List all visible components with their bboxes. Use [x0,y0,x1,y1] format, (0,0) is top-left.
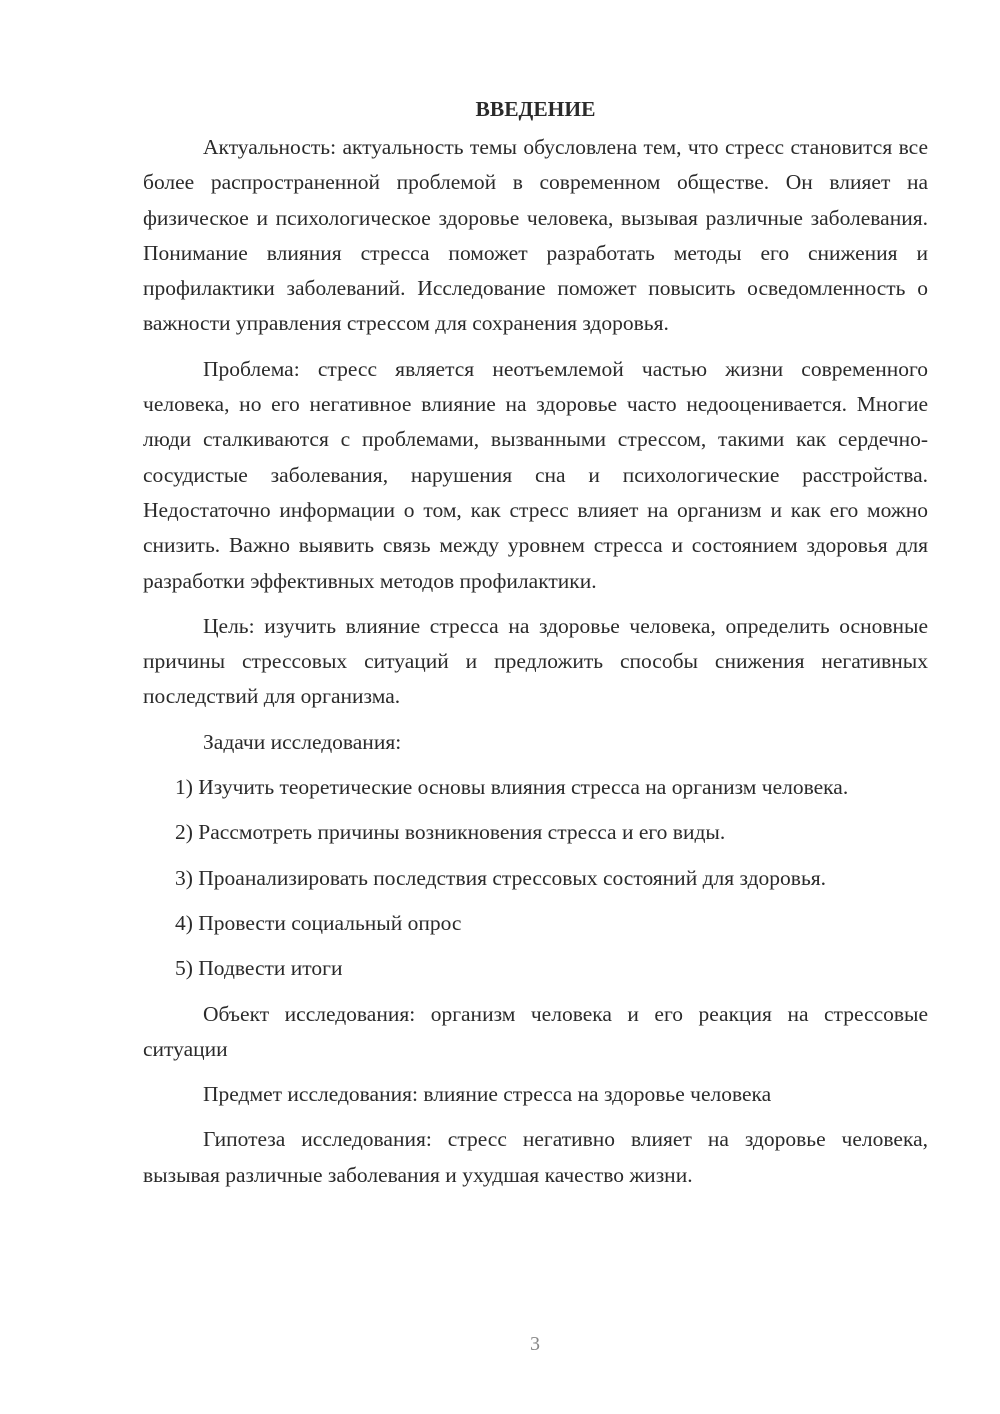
task-item-1: 1) Изучить теоретические основы влияния стресса на организм человека. [175,775,849,800]
document-body [143,92,928,1193]
task-item-5: 5) Подвести итоги [175,956,343,981]
tasks-list [143,770,928,986]
task-item-2: 2) Рассмотреть причины возникновения стресса и его виды. [175,820,726,845]
goal-paragraph: Цель: изучить влияние стресса на здоровье человека, определить основные причины стрессовых ситуаций и предложить способы снижения негативных последствий для организма. [143,613,928,709]
task-item-4: 4) Провести социальный опрос [175,910,462,935]
page-number: 3 [530,1333,540,1355]
section-title: ВВЕДЕНИЕ [475,97,596,121]
relevance-paragraph: Актуальность: актуальность темы обусловлена тем, что стресс становится все более распространенной проблемой в современном обществе. Он влияет на физическое и психологическое здоровье человека, вызывая различные заболевания. Понимание влияния стресса поможет разработать методы его снижения и профилактики заболеваний. Исследование поможет повысить осведомленность о важности управления стрессом для сохранения здоровья. [143,135,928,336]
problem-paragraph: Проблема: стресс является неотъемлемой частью жизни современного человека, но его негативное влияние на здоровье часто недооценивается. Многие люди сталкиваются с проблемами, вызванными стрессом, такими как сердечно-сосудистые заболевания, нарушения сна и психологические расстройства. Недостаточно информации о том, как стресс влияет на организм и как его можно снизить. Важно выявить связь между уровнем стресса и состоянием здоровья для разработки эффективных методов профилактики. [143,356,928,593]
hypothesis-paragraph: Гипотеза исследования: стресс негативно влияет на здоровье человека, вызывая различные заболевания и ухудшая качество жизни. [143,1127,928,1187]
object-paragraph: Объект исследования: организм человека и его реакция на стрессовые ситуации [143,1001,928,1061]
task-item-3: 3) Проанализировать последствия стрессовых состояний для здоровья. [175,865,827,890]
tasks-heading: Задачи исследования: [203,729,402,754]
subject-paragraph: Предмет исследования: влияние стресса на здоровье человека [203,1082,772,1107]
